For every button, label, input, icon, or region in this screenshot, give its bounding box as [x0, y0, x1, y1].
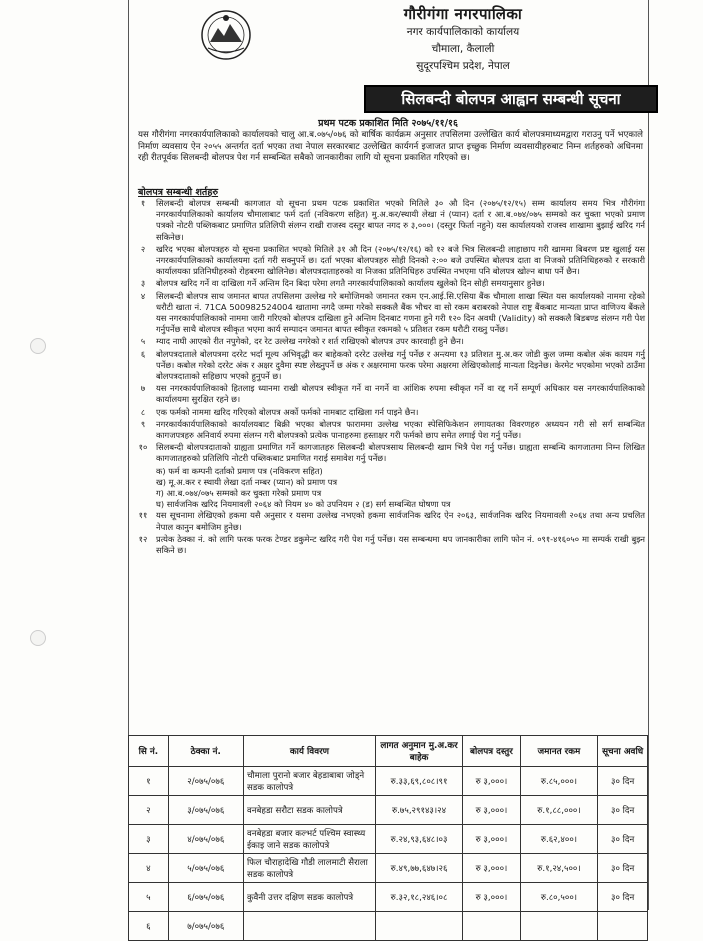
clause-item — [130, 198, 645, 243]
table-cell: चौमाला पुरानो बजार बेहडाबाबा जोड्ने सडक कालोपत्रे — [243, 767, 375, 796]
table-cell: रु.३२,१८,२४६।०८ — [375, 883, 462, 912]
clause-text: बोलपत्र खरिद गर्ने वा दाखिला गर्ने अन्तिम दिन बिदा परेमा लगतै नगरकार्यपालिकाको कार्यालय खुलेको दिन सोही समयानुसार हुनेछ। — [156, 278, 545, 289]
table-cell: वनबेहडा सरौटा सडक कालोपत्रे — [243, 796, 375, 825]
clause-number: २ — [140, 243, 146, 254]
document-subitem: ग) आ.ब.०७४/०७५ सम्मको कर चुक्ता गरेको प्रमाण पत्र — [156, 488, 322, 499]
table-row — [129, 825, 648, 854]
table-cell: रु.८५,०००। — [520, 767, 598, 796]
clause-item — [130, 278, 645, 289]
table-cell: ३ — [129, 825, 169, 854]
clause-text: यस सूचनामा लेखिएको हकमा यसै अनुसार र यसमा उल्लेख नभएको हकमा सार्वजनिक खरिद ऐन २०६३, सार्वजनिक खरिद नियमावली २०६४ तथा अन्य प्रचलित नेपाल कानुन बमोजिम हुनेछ। — [156, 510, 645, 532]
conditions-heading: बोलपत्र सम्बन्धी शर्तहरु — [138, 187, 219, 198]
table-cell — [375, 912, 462, 941]
clause-text: खरिद भएका बोलपत्रहरु यो सूचना प्रकाशित भएको मितिले ३१ औ दिन (२०७५/१२/१६) को १२ बजे भित्र सिलबन्दी लाहाछाप गरी खाममा बिबरण प्रष्ट खुलाई यस नगरकार्यपालिकाको कार्यालयमा दर्ता गरी सक्नुपर्ने छ। दर्ता भएका बोलपत्रहरु सोही दिनको २:०० बजे उपस्थित बोलपत्र दाता वा निजको प्रतिनिधिहरुको र सरकारी कार्यालयका प्रतिनिधीहरुको रोहबरमा खोलिनेछ। बोलपत्रदाताहरुको वा निजका प्रतिनिधिहरु उपस्थित नभएमा पनि बोलपत्र खोल्न बाधा पर्ने छैन। — [156, 243, 645, 277]
office-name: नगर कार्यपालिकाको कार्यालय — [406, 26, 520, 38]
clause-text: यस नगरकार्यपालिकाको हितलाइ ध्यानमा राखी बोलपत्र स्वीकृत गर्ने वा नगर्ने वा आंशिक रुपमा स्वीकृत गर्ने वा रद्द गर्ने सम्पूर्ण अधिकार यस नगरकार्यपालिकाको कार्यालयमा सुरक्षित रहने छ। — [156, 383, 645, 405]
table-row — [129, 796, 648, 825]
table-cell: कुवैनी उत्तर दक्षिण सडक कालोपत्रे — [243, 883, 375, 912]
column-header: सि नं. — [129, 736, 169, 767]
table-cell: ४/०७५/०७६ — [168, 825, 243, 854]
table-cell: ६/०७५/०७६ — [168, 883, 243, 912]
column-header: कार्य विवरण — [243, 736, 375, 767]
notice-title: सिलबन्दी बोलपत्र आह्वान सम्बन्धी सूचना — [364, 85, 658, 113]
clause-text: म्याद नाघी आएको रीत नपुगेको, दर रेट उल्लेख नगरेको र शर्त राखिएको बोलपत्र उपर कारवाही हुने छैन। — [156, 336, 464, 347]
clause-item — [130, 349, 645, 383]
table-cell: रु.३३,६९,८०८।९१ — [375, 767, 462, 796]
table-cell: रु ३,०००। — [463, 825, 521, 854]
table-cell: रु.६२,४००। — [520, 825, 598, 854]
table-cell: वनबेहडा बजार कल्भर्ट पश्चिम स्वास्थ्य ईकाइ जाने सडक कालोपत्रे — [243, 825, 375, 854]
table-cell: ३० दिन — [598, 854, 648, 883]
clause-number: १ — [140, 198, 146, 208]
clause-number: ३ — [140, 278, 146, 289]
clause-number: ६ — [140, 348, 146, 359]
punch-hole — [30, 630, 46, 646]
clause-item — [130, 510, 645, 532]
page-margin-line — [648, 0, 649, 910]
column-header: बोलपत्र दस्तुर — [463, 736, 521, 767]
column-header: लागत अनुमान मु.अ.कर बाहेक — [375, 736, 462, 767]
table-cell: रु.८०,५००। — [520, 883, 598, 912]
document-subitem: घ) सार्वजनिक खरिद नियमावली २०६४ को नियम ४० को उपनियम २ (ड) सर्ग सम्बन्धित घोषणा पत्र — [156, 499, 451, 510]
clause-number: ९ — [140, 418, 146, 429]
intro-paragraph: यस गौरीगंगा नगरकार्यपालिकाको कार्यालयको चालु आ.ब.०७५/०७६ को बार्षिक कार्यक्रम अनुसार तपसिलमा उल्लेखित कार्य बोलपत्रमाध्यमद्वारा गराउनु पर्ने भएकाले निर्माण व्यवसाय ऐन २०५५ अन्तर्गत दर्ता भएका तथा नेपाल सरकारबाट उल्लेखित कार्यगर्न इजाजत प्राप्त इच्छुक निर्माण व्यवसायीहरुबाट निम्न शर्तहरुको अधिनमा रही रीतपूर्वक सिलबन्दी बोलपत्र पेश गर्न सम्बन्धित सबैको जानकारीका लागि यो सूचना प्रकाशित गरिएको छ। — [138, 130, 643, 163]
table-cell: २ — [129, 796, 169, 825]
table-cell: रु ३,०००। — [463, 796, 521, 825]
clause-number: १० — [138, 442, 148, 453]
table-cell: ५ — [129, 883, 169, 912]
clause-text: एक फर्मको नाममा खरिद गरिएको बोलपत्र अर्को फर्मको नामबाट दाखिला गर्न पाइने छैन। — [156, 406, 419, 417]
clause-text: सिलबन्दी बोलपत्र सम्बन्धी कागजात यो सूचना प्रथम पटक प्रकाशित भएको मितिले ३० औ दिन (२०७५/१२/१५) सम्म कार्यालय समय भित्र गौरीगंगा नगरकार्यपालिकाको कार्यालय चौमालाबाट फर्म दर्ता (नविकरण सहित) मु.अ.कर/स्थायी लेखा नं (प्यान) दर्ता र आ.ब.०७४/०७५ सम्मको कर चुक्ता भएको प्रमाण पत्रको नोटरी पब्लिकबाट प्रमाणित प्रतिलिपी संलग्न राखी राजस्व दस्तुर बापत नगद रु ३,०००। (दस्तुर फिर्ता नहुने) यस कार्यालयको राजस्व शाखामा बुझाई खरिद गर्न सकिनेछ। — [156, 198, 645, 242]
table-cell: रु.४९,७७,६४७।२६ — [375, 854, 462, 883]
clause-text: प्रत्येक ठेक्का नं. को लागि फरक फरक टेण्डर डकुमेन्ट खरिद गरी पेश गर्नु पर्नेछ। यस सम्बन्धमा थप जानकारीका लागि फोन नं. ०९१-४१६०५० मा सम्पर्क राखी बुझ्न सकिने छ। — [156, 533, 645, 556]
clause-text: सिलबन्दी बोलपत्र साथ जमानत बापत तपसिलमा उल्लेख गरे बमोजिमको जमानत रकम एन.आई.सि.एसिया बैंक चौमाला शाखा स्थित यस कार्यालयको नाममा रहेको धरौटी खाता नं. 71CA 500982524004 खातामा नगदै जम्मा गरेको सक्कलै बैंक भौचर वा सो रकम बराबरको नेपाल राष्ट्र बैंकबाट मान्यता प्राप्त वाणिज्य बैंकले यस नगरकार्यपालिकाको नाममा जारी गरिएको बोलपत्र दाखिला हुने अन्तिम दिनबाट गणना हुने गरी १२० दिन अवधी (Validity) को सक्कलै बिडबण्ड संलग्न गरी पेश गर्नुपर्नेछ साथै बोलपत्र स्वीकृत भएमा कार्य सम्पादन जमानत बापत स्वीकृत रकमको ५ प्रतिशत रकम धरौटी राख्नु पर्नेछ। — [156, 290, 645, 335]
clause-number: ८ — [140, 406, 146, 417]
table-cell: ३/०७५/०७६ — [168, 796, 243, 825]
table-cell — [520, 912, 598, 941]
table-cell: रु ३,०००। — [463, 883, 521, 912]
clause-item — [130, 419, 645, 441]
column-header: जमानत रकम — [520, 736, 598, 767]
table-cell: ५/०७५/०७६ — [168, 854, 243, 883]
office-header — [333, 4, 593, 75]
clause-item — [130, 442, 645, 464]
punch-hole — [30, 338, 46, 354]
tender-table — [128, 735, 648, 941]
table-cell: रु.१,२४,५००। — [520, 854, 598, 883]
table-row — [129, 883, 648, 912]
table-cell: ३० दिन — [598, 796, 648, 825]
clause-item — [130, 407, 645, 418]
publish-date: प्रथम पटक प्रकाशित मिति २०७५/११/१६ — [318, 118, 458, 129]
clause-text: बोलपत्रदाताले बोलपत्रमा दररेट भर्दा मूल्य अभिवृद्धी कर बाहेकको दररेट उल्लेख गर्नु पर्नेछ र अन्त्यमा १३ प्रतिशत मु.अ.कर जोडी कुल जम्मा कबोल अंक कायम गर्नु पर्नेछ। कबोल गरेको दररेट अंक र अक्षर दुवैमा स्पष्ट लेख्नुपर्ने छ अंक र अक्षरमामा फरक परेमा अक्षरमा लेखिएकोलाई मान्यता दिइनेछ। केरमेट भएकोमा भएको ठाउँमा बोलपत्रदाताको सहिछाप भएको हुनुपर्ने छ। — [156, 348, 645, 382]
table-cell — [598, 912, 648, 941]
table-row — [129, 912, 648, 941]
table-cell: ३० दिन — [598, 825, 648, 854]
table-cell: १ — [129, 767, 169, 796]
notice-page — [128, 0, 648, 932]
column-header: ठेक्का नं. — [168, 736, 243, 767]
clause-item — [130, 244, 645, 278]
document-subitem: ख) मू.अ.कर र स्थायी लेखा दर्ता नम्बर (प्यान) को प्रमाण पत्र — [156, 476, 338, 487]
document-subitem: क) फर्म वा कम्पनी दर्ताको प्रमाण पत्र (नविकरण सहित) — [156, 465, 323, 476]
municipality-name: गौरीगंगा नगरपालिका — [403, 5, 523, 23]
table-cell — [243, 912, 375, 941]
table-row — [129, 767, 648, 796]
table-cell: फिल चौराहादेखि गौडी लालमाटी सैराला सडक कालोपत्रे — [243, 854, 375, 883]
table-cell: रु.७५,२९१४३।२४ — [375, 796, 462, 825]
clause-number: १२ — [138, 533, 148, 544]
clause-text: नगरकार्यकार्यपालिकाको कार्यालयबाट बिक्री भएका बोलपत्र फाराममा उल्लेख भएका स्पेसिफिकेशन लगायतका विवरणहरु अध्ययन गरी सो सर्ग सम्बन्धित कागजपत्रहरु अनिवार्य रुपमा संलग्न गरी बोलपत्रको प्रत्येक पानाहरुमा हस्ताक्षर गरी फर्मको छाप समेत लगाई पेश गर्नु पर्नेछ। — [156, 418, 645, 441]
clause-item — [130, 291, 645, 336]
clause-item — [130, 336, 645, 347]
column-header: सूचना अवधि — [598, 736, 648, 767]
clause-item — [130, 534, 645, 556]
clause-item — [130, 383, 645, 405]
table-cell: ३० दिन — [598, 767, 648, 796]
table-cell: ७/०७५/०७६ — [168, 912, 243, 941]
clause-number: ४ — [140, 290, 146, 301]
office-province: सुदूरपश्चिम प्रदेश, नेपाल — [416, 60, 510, 72]
conditions-list — [130, 198, 645, 557]
office-place: चौमाला, कैलाली — [431, 43, 495, 55]
table-cell: रु.२४,९३,६४८।०३ — [375, 825, 462, 854]
table-cell: ६ — [129, 912, 169, 941]
table-cell: रु ३,०००। — [463, 767, 521, 796]
table-cell: ३० दिन — [598, 883, 648, 912]
table-cell: ४ — [129, 854, 169, 883]
clause-number: ७ — [140, 383, 146, 394]
table-cell: रु.१,८८,०००। — [520, 796, 598, 825]
table-cell: २/०७५/०७६ — [168, 767, 243, 796]
clause-number: ५ — [140, 336, 146, 347]
table-header-row — [129, 736, 648, 767]
clause-text: सिलबन्दी बोलपत्रदाताको ग्राह्यता प्रमाणित गर्ने कागजातहरु सिलबन्दी बोलपत्रसाथ सिलबन्दी खाम भित्रै पेश गर्नु पर्नेछ। ग्राह्यता सम्बन्धि कागजातमा निम्न लिखित कागजातहरुको प्रतिलिपि नोटरी पब्लिकबाट प्रमाणित गराई समावेश गर्नु पर्नेछ। — [156, 442, 645, 464]
table-cell: रु ३,०००। — [463, 854, 521, 883]
nepal-emblem-icon — [196, 8, 256, 62]
table-row — [129, 854, 648, 883]
clause-number: ११ — [138, 510, 148, 521]
table-cell — [463, 912, 521, 941]
